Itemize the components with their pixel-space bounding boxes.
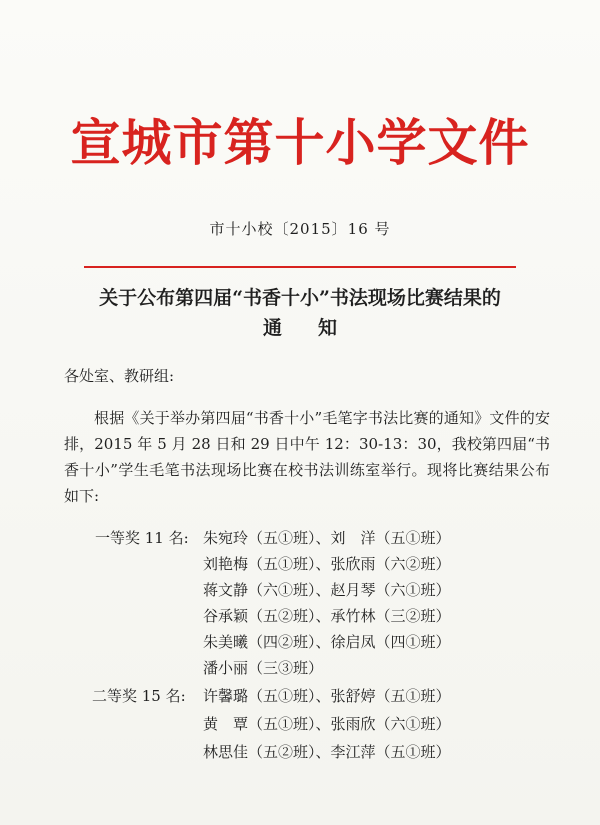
first-prize-line: 朱美曦（四②班）、徐启凤（四①班） [203, 633, 451, 651]
body-paragraph: 根据《关于举办第四届“书香十小”毛笔字书法比赛的通知》文件的安排，2015 年 5 月 28 日和 29 日中午 12：30-13：30，我校第四届“书香十小”学生毛笔书法现场比赛在校书法训练室举行。现将比赛结果公布如下: [64, 409, 550, 505]
red-divider-line [84, 266, 516, 268]
first-prize-line: 谷承颖（五②班）、承竹林（三②班） [203, 607, 451, 625]
second-prize-label: 二等奖 15 名: [92, 687, 186, 705]
notice-title-line-2: 通知 [262, 317, 373, 339]
notice-title [0, 283, 600, 343]
document-number: 市十小校〔2015〕16 号 [209, 220, 391, 238]
salutation: 各处室、教研组: [64, 367, 175, 385]
first-prize-line: 朱宛玲（五①班）、刘 洋（五①班） [203, 529, 451, 547]
first-prize-line: 蒋文静（六①班）、赵月琴（六①班） [203, 581, 451, 599]
second-prize-line: 许馨璐（五①班）、张舒婷（五①班） [203, 687, 451, 705]
first-prize-line: 刘艳梅（五①班）、张欣雨（六②班） [203, 555, 451, 573]
second-prize-line: 林思佳（五②班）、李江萍（五①班） [203, 743, 451, 761]
first-prize-label: 一等奖 11 名: [95, 529, 189, 547]
document-header-title: 宣城市第十小学文件 [70, 113, 530, 172]
first-prize-line: 潘小丽（三③班） [203, 659, 324, 677]
notice-title-line-1: 关于公布第四届“书香十小”书法现场比赛结果的 [99, 287, 501, 309]
second-prize-line: 黄 覃（五①班）、张雨欣（六①班） [203, 715, 451, 733]
